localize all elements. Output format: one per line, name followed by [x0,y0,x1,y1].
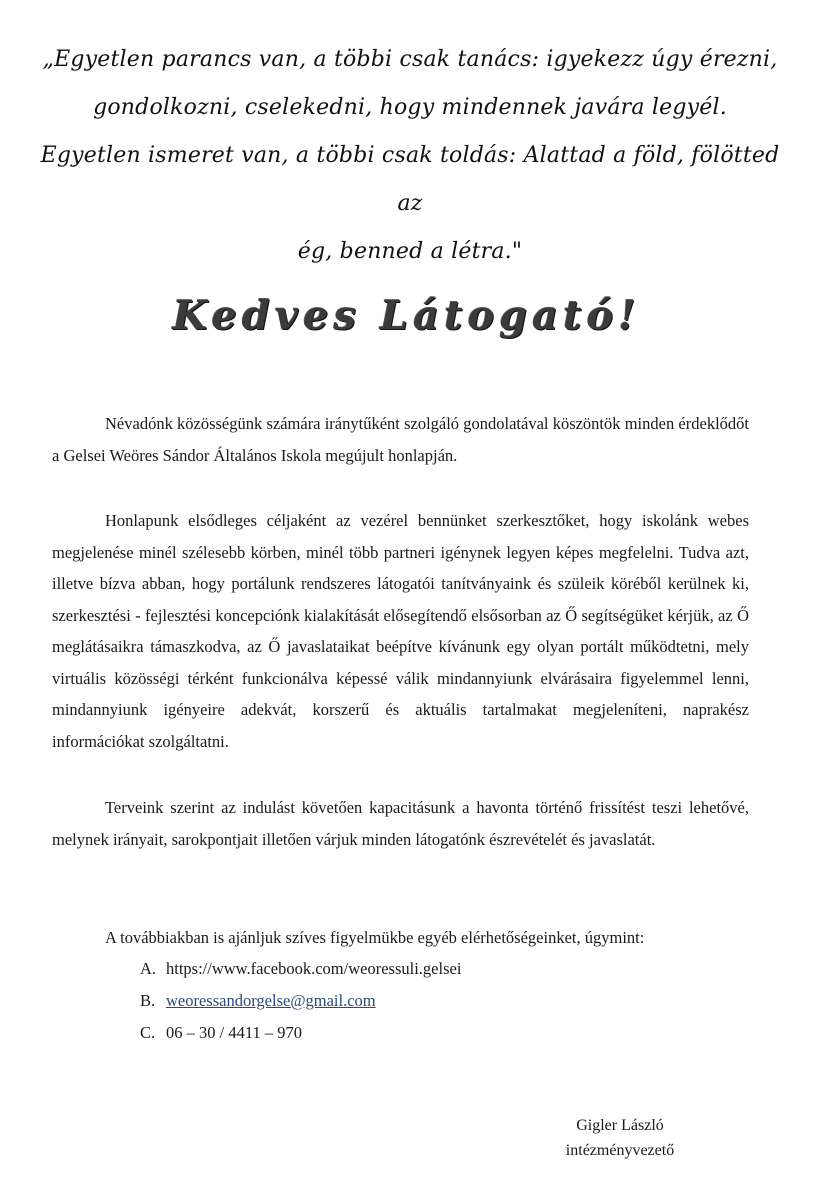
contact-letter: C. [140,1023,156,1042]
facebook-url: https://www.facebook.com/weoressuli.gelsei [166,959,462,978]
quote-line-1: „Egyetlen parancs van, a többi csak tanács: igyekezz úgy érezni, [42,47,778,72]
page-title: Kedves Látogató! [172,292,641,339]
contact-item-facebook [140,953,461,985]
paragraph-plans: Terveink szerint az indulást követően kapacitásunk a havonta történő frissítést teszi lehetővé, melynek irányait, sarokpontjait illetően várjuk minden látogatónk észrevételét és javaslatát. [52,798,749,849]
quote-line-3: Egyetlen ismeret van, a többi csak toldás: Alattad a föld, fölötted az [40,143,780,216]
contact-item-email [140,985,461,1017]
contact-letter: A. [140,959,157,978]
signature-block [520,1113,720,1163]
paragraph-welcome: Névadónk közösségünk számára iránytűként szolgáló gondolatával köszöntök minden érdeklődőt a Gelsei Weöres Sándor Általános Iskola megújult honlapján. [52,414,749,465]
contact-letter: B. [140,991,156,1010]
motto-quote [40,36,780,276]
contacts-intro: A továbbiakban is ajánljuk szíves figyelmükbe egyéb elérhetőségeinket, úgymint: [105,928,645,947]
signature-title: intézményvezető [565,1142,675,1159]
contacts-list [140,953,461,1049]
phone-number: 06 – 30 / 4411 – 970 [166,1023,302,1042]
contact-item-phone [140,1017,461,1049]
quote-line-4: ég, benned a létra." [297,239,523,264]
paragraph-purpose: Honlapunk elsődleges céljaként az vezérel bennünket szerkesztőket, hogy iskolánk webes megjelenése minél szélesebb körben, minél több partneri igénynek legyen képes megfelelni. Tudva azt, illetve bízva abban, hogy portálunk rendszeres látogatói tanítványaink és szüleik köréből kerülnek ki, szerkesztési - fejlesztési koncepciónk kialakítását elősegítendő elsősorban az Ő segítségüket kérjük, az Ő meglátásaikra támaszkodva, az Ő javaslataikat beépítve kívánunk egy olyan portált működtetni, mely virtuális közösségi térként funkcionálva képessé válik mindannyiunk elvárásaira figyelemmel lenni, mindannyiunk igényeire adekvát, korszerű és aktuális tartalmakat megjeleníteni, naprakész információkat szolgáltatni. [52,511,749,751]
signature-name: Gigler László [576,1117,664,1134]
quote-line-2: gondolkozni, cselekedni, hogy mindennek javára legyél. [93,95,727,120]
email-link[interactable]: weoressandorgelse@gmail.com [166,991,376,1010]
